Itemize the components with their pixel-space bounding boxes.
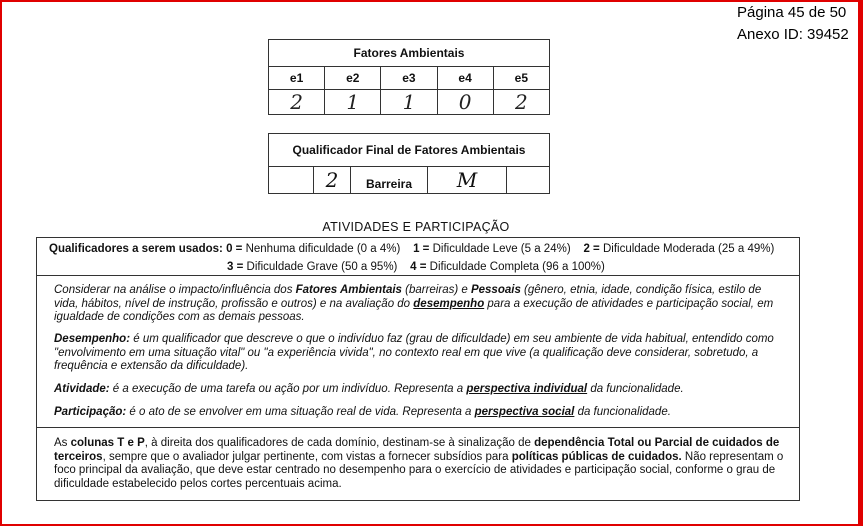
blank-cell-end bbox=[507, 167, 550, 194]
definicoes-box bbox=[36, 275, 800, 428]
value-e2: 1 bbox=[325, 90, 381, 115]
value-e4: 0 bbox=[437, 90, 493, 115]
value-e5: 2 bbox=[493, 90, 549, 115]
col-e2: e2 bbox=[325, 67, 381, 90]
paragraph-consideracoes: Considerar na análise o impacto/influência dos Fatores Ambientais (barreiras) e Pessoais (gênero, etnia, idade, condição física, estilo de vida, hábitos, nível de instrução, profissão e outros) e na avaliação do desempenho para a execução de atividades e participação social, em igualdade de condições com as demais pessoas. bbox=[54, 284, 774, 324]
barreira-mark: M bbox=[428, 167, 507, 194]
q4-num: 4 = bbox=[410, 261, 427, 273]
barreira-label: Barreira bbox=[351, 167, 428, 194]
q1-text: Dificuldade Leve (5 a 24%) bbox=[432, 243, 571, 255]
page-header bbox=[737, 2, 863, 46]
value-e1: 2 bbox=[269, 90, 325, 115]
paragraph-desempenho: Desempenho: é um qualificador que descreve o que o indivíduo faz (grau de dificuldade) em seu ambiente de vida habitual, entendido como "envolvimento em uma situação vital" ou "a experiência vivida", no contexto real em que vive (a qualificação deve considerar, sobretudo, a frequência e extensão da dificuldade). bbox=[54, 333, 774, 373]
qualificadores-line-2 bbox=[227, 261, 605, 273]
q3-num: 3 = bbox=[227, 261, 244, 273]
paragraph-participacao: Participação: é o ato de se envolver em uma situação real de vida. Representa a perspectiva social da funcionalidade. bbox=[54, 406, 671, 418]
value-e3: 1 bbox=[381, 90, 437, 115]
annex-id: Anexo ID: 39452 bbox=[737, 26, 849, 43]
col-e4: e4 bbox=[437, 67, 493, 90]
fatores-ambientais-table bbox=[268, 39, 550, 115]
q2-text: Dificuldade Moderada (25 a 49%) bbox=[602, 243, 775, 255]
qualificador-final-table bbox=[268, 133, 550, 194]
q3-text: Dificuldade Grave (50 a 95%) bbox=[246, 261, 398, 273]
col-e1: e1 bbox=[269, 67, 325, 90]
qualificadores-line-1 bbox=[49, 243, 774, 255]
page-number: Página 45 de 50 bbox=[737, 4, 847, 21]
q4-text: Dificuldade Completa (96 a 100%) bbox=[429, 261, 605, 273]
notas-box bbox=[36, 427, 800, 501]
q1-num: 1 = bbox=[413, 243, 430, 255]
fatores-title: Fatores Ambientais bbox=[269, 40, 550, 67]
paragraph-colunas: As colunas T e P, à direita dos qualificadores de cada domínio, destinam-se à sinalização de dependência Total ou Parcial de cuidados de terceiros, sempre que o avaliador julgar pertinente, com vistas a fornecer subsídios para políticas públicas de cuidados. Não representam o foco principal da avaliação, que deve estar centrado no desempenho para o exercício de atividades e participação social, conforme o grau de dificuldade estabelecido pelos cortes percentuais acima. bbox=[54, 437, 784, 490]
col-e3: e3 bbox=[381, 67, 437, 90]
qualificador-value: 2 bbox=[314, 167, 351, 194]
qualificador-final-title: Qualificador Final de Fatores Ambientais bbox=[269, 134, 550, 167]
col-e5: e5 bbox=[493, 67, 549, 90]
paragraph-atividade: Atividade: é a execução de uma tarefa ou ação por um indivíduo. Representa a perspectiva individual da funcionalidade. bbox=[54, 383, 684, 395]
q0-num: 0 = bbox=[226, 243, 243, 255]
q0-text: Nenhuma dificuldade (0 a 4%) bbox=[245, 243, 401, 255]
section-title: ATIVIDADES E PARTICIPAÇÃO bbox=[322, 220, 510, 234]
blank-cell bbox=[269, 167, 314, 194]
qualificadores-box bbox=[36, 237, 800, 276]
qualificadores-label: Qualificadores a serem usados: bbox=[49, 243, 223, 255]
frame-edge bbox=[858, 0, 861, 526]
q2-num: 2 = bbox=[583, 243, 600, 255]
